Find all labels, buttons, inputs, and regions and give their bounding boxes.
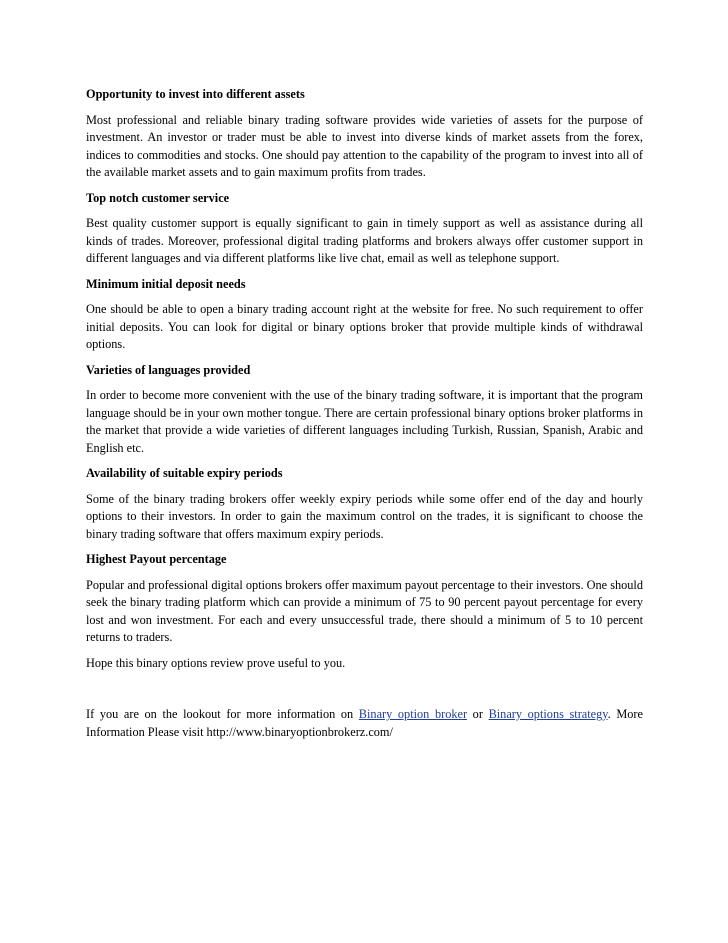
binary-options-strategy-link[interactable]: Binary options strategy [488, 707, 608, 721]
section-body-deposit: One should be able to open a binary trading account right at the website for free. No such requirement to offer initial deposits. You can look for digital or binary options broker that provide multiple kinds of withdrawal options. [86, 302, 643, 351]
closing-line: Hope this binary options review prove useful to you. [86, 655, 346, 670]
spacer [86, 680, 643, 706]
section-body-customer-service: Best quality customer support is equally significant to gain in timely support as well as assistance during all kinds of trades. Moreover, professional digital trading platforms and brokers always offer customer support in different languages and via different platforms like live chat, email as well as telephone support. [86, 216, 643, 265]
section-heading-languages: Varieties of languages provided [86, 362, 251, 377]
section-heading-assets: Opportunity to invest into different assets [86, 87, 305, 101]
footer-text-after: . More Information Please visit http://www.binaryoptionbrokerz.com/ [86, 707, 643, 739]
binary-option-broker-link[interactable]: Binary option broker [358, 707, 468, 721]
section-body-assets: Most professional and reliable binary trading software provides wide varieties of assets for the purpose of investment. An investor or trader must be able to invest into diverse kinds of market assets from the forex, indices to commodities and stocks. One should pay attention to the capability of the program to invest into all of the available market assets and to gain maximum profits from trades. [86, 112, 643, 179]
footer-text-middle: or [467, 707, 489, 721]
document-page [86, 86, 643, 749]
section-body-expiry: Some of the binary trading brokers offer weekly expiry periods while some offer end of the day and hourly options to their investors. In order to gain the maximum control on the trades, it is significant to choose the binary trading software that offers maximum expiry periods. [86, 491, 643, 541]
section-heading-deposit: Minimum initial deposit needs [86, 276, 246, 291]
section-heading-customer-service: Top notch customer service [86, 190, 230, 205]
footer-text-before: If you are on the lookout for more information on [86, 707, 359, 721]
footer-paragraph [86, 706, 643, 741]
section-heading-payout: Highest Payout percentage [86, 552, 227, 566]
section-heading-expiry: Availability of suitable expiry periods [86, 466, 283, 480]
section-body-languages: In order to become more convenient with the use of the binary trading software, it is important that the program language should be in your own mother tongue. There are certain professional binary options broker platforms in the market that provide a wide varieties of different languages including Turkish, Russian, Spanish, Arabic and English etc. [86, 388, 643, 455]
section-body-payout: Popular and professional digital options brokers offer maximum payout percentage to their investors. One should seek the binary trading platform which can provide a minimum of 75 to 90 percent payout percentage for every lost and won investment. For each and every unsuccessful trade, there should a minimum of 5 to 10 percent returns to traders. [86, 577, 643, 644]
